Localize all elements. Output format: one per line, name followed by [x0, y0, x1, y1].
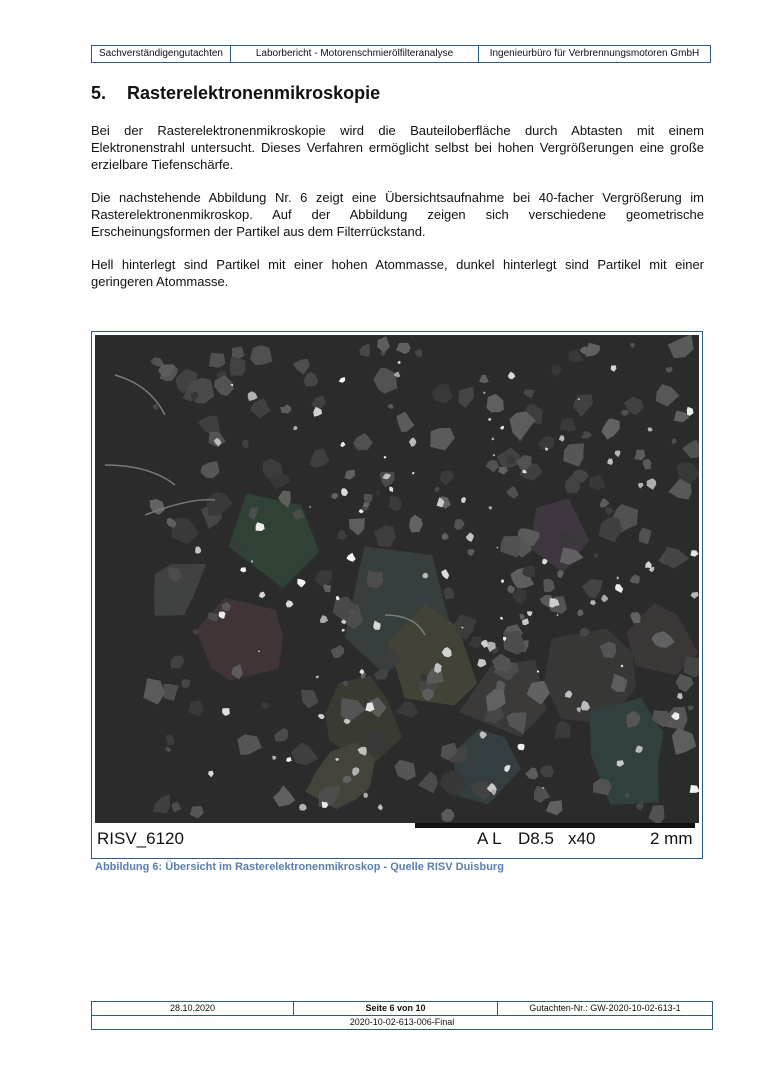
body-text	[91, 122, 704, 306]
figure-caption: Abbildung 6: Übersicht im Rasterelektronenmikroskop - Quelle RISV Duisburg	[95, 861, 504, 873]
footer-page: Seite 6 von 10	[293, 1002, 497, 1015]
sem-info-bar	[95, 823, 699, 856]
sem-magnification: x40	[568, 829, 596, 848]
paragraph: Bei der Rasterelektronenmikroskopie wird die Bauteiloberfläche durch Abtasten mit einem Elektronenstrahl untersucht. Dieses Verfahren ermöglicht selbst bei hohen Vergrößerungen eine große erzielbare Tiefenschärfe.	[91, 123, 704, 172]
paragraph: Die nachstehende Abbildung Nr. 6 zeigt eine Übersichtsaufnahme bei 40-facher Vergrößerung im Rasterelektronenmikroskop. Auf der Abbildung zeigen sich verschiedene geometrische Erscheinungsformen der Partikel aus dem Filterrückstand.	[91, 190, 704, 239]
page-header	[91, 45, 711, 63]
sem-figure	[91, 331, 703, 859]
footer-doc-id: 2020-10-02-613-006-Final	[349, 1017, 455, 1027]
sem-micrograph	[95, 335, 699, 823]
header-right: Ingenieurbüro für Verbrennungsmotoren GmbH	[489, 48, 700, 59]
paragraph: Hell hinterlegt sind Partikel mit einer hohen Atommasse, dunkel hinterlegt sind Partikel mit einer geringeren Atommasse.	[91, 257, 704, 289]
section-heading	[91, 83, 380, 104]
footer-report-no: Gutachten-Nr.: GW-2020-10-02-613-1	[497, 1002, 712, 1015]
header-left: Sachverständigengutachten	[92, 46, 231, 62]
header-middle: Laborbericht - Motorenschmierölfilteranalyse	[231, 46, 479, 62]
section-title: Rasterelektronenmikroskopie	[127, 83, 381, 103]
section-number: 5.	[91, 83, 107, 103]
page-footer	[91, 1001, 713, 1030]
sem-image-id: RISV_6120	[97, 829, 184, 848]
sem-mode: A L	[477, 829, 502, 848]
footer-date: 28.10.2020	[169, 1003, 216, 1013]
sem-working-distance: D8.5	[518, 829, 554, 848]
scale-bar	[415, 823, 695, 828]
sem-scale-label: 2 mm	[650, 829, 693, 848]
